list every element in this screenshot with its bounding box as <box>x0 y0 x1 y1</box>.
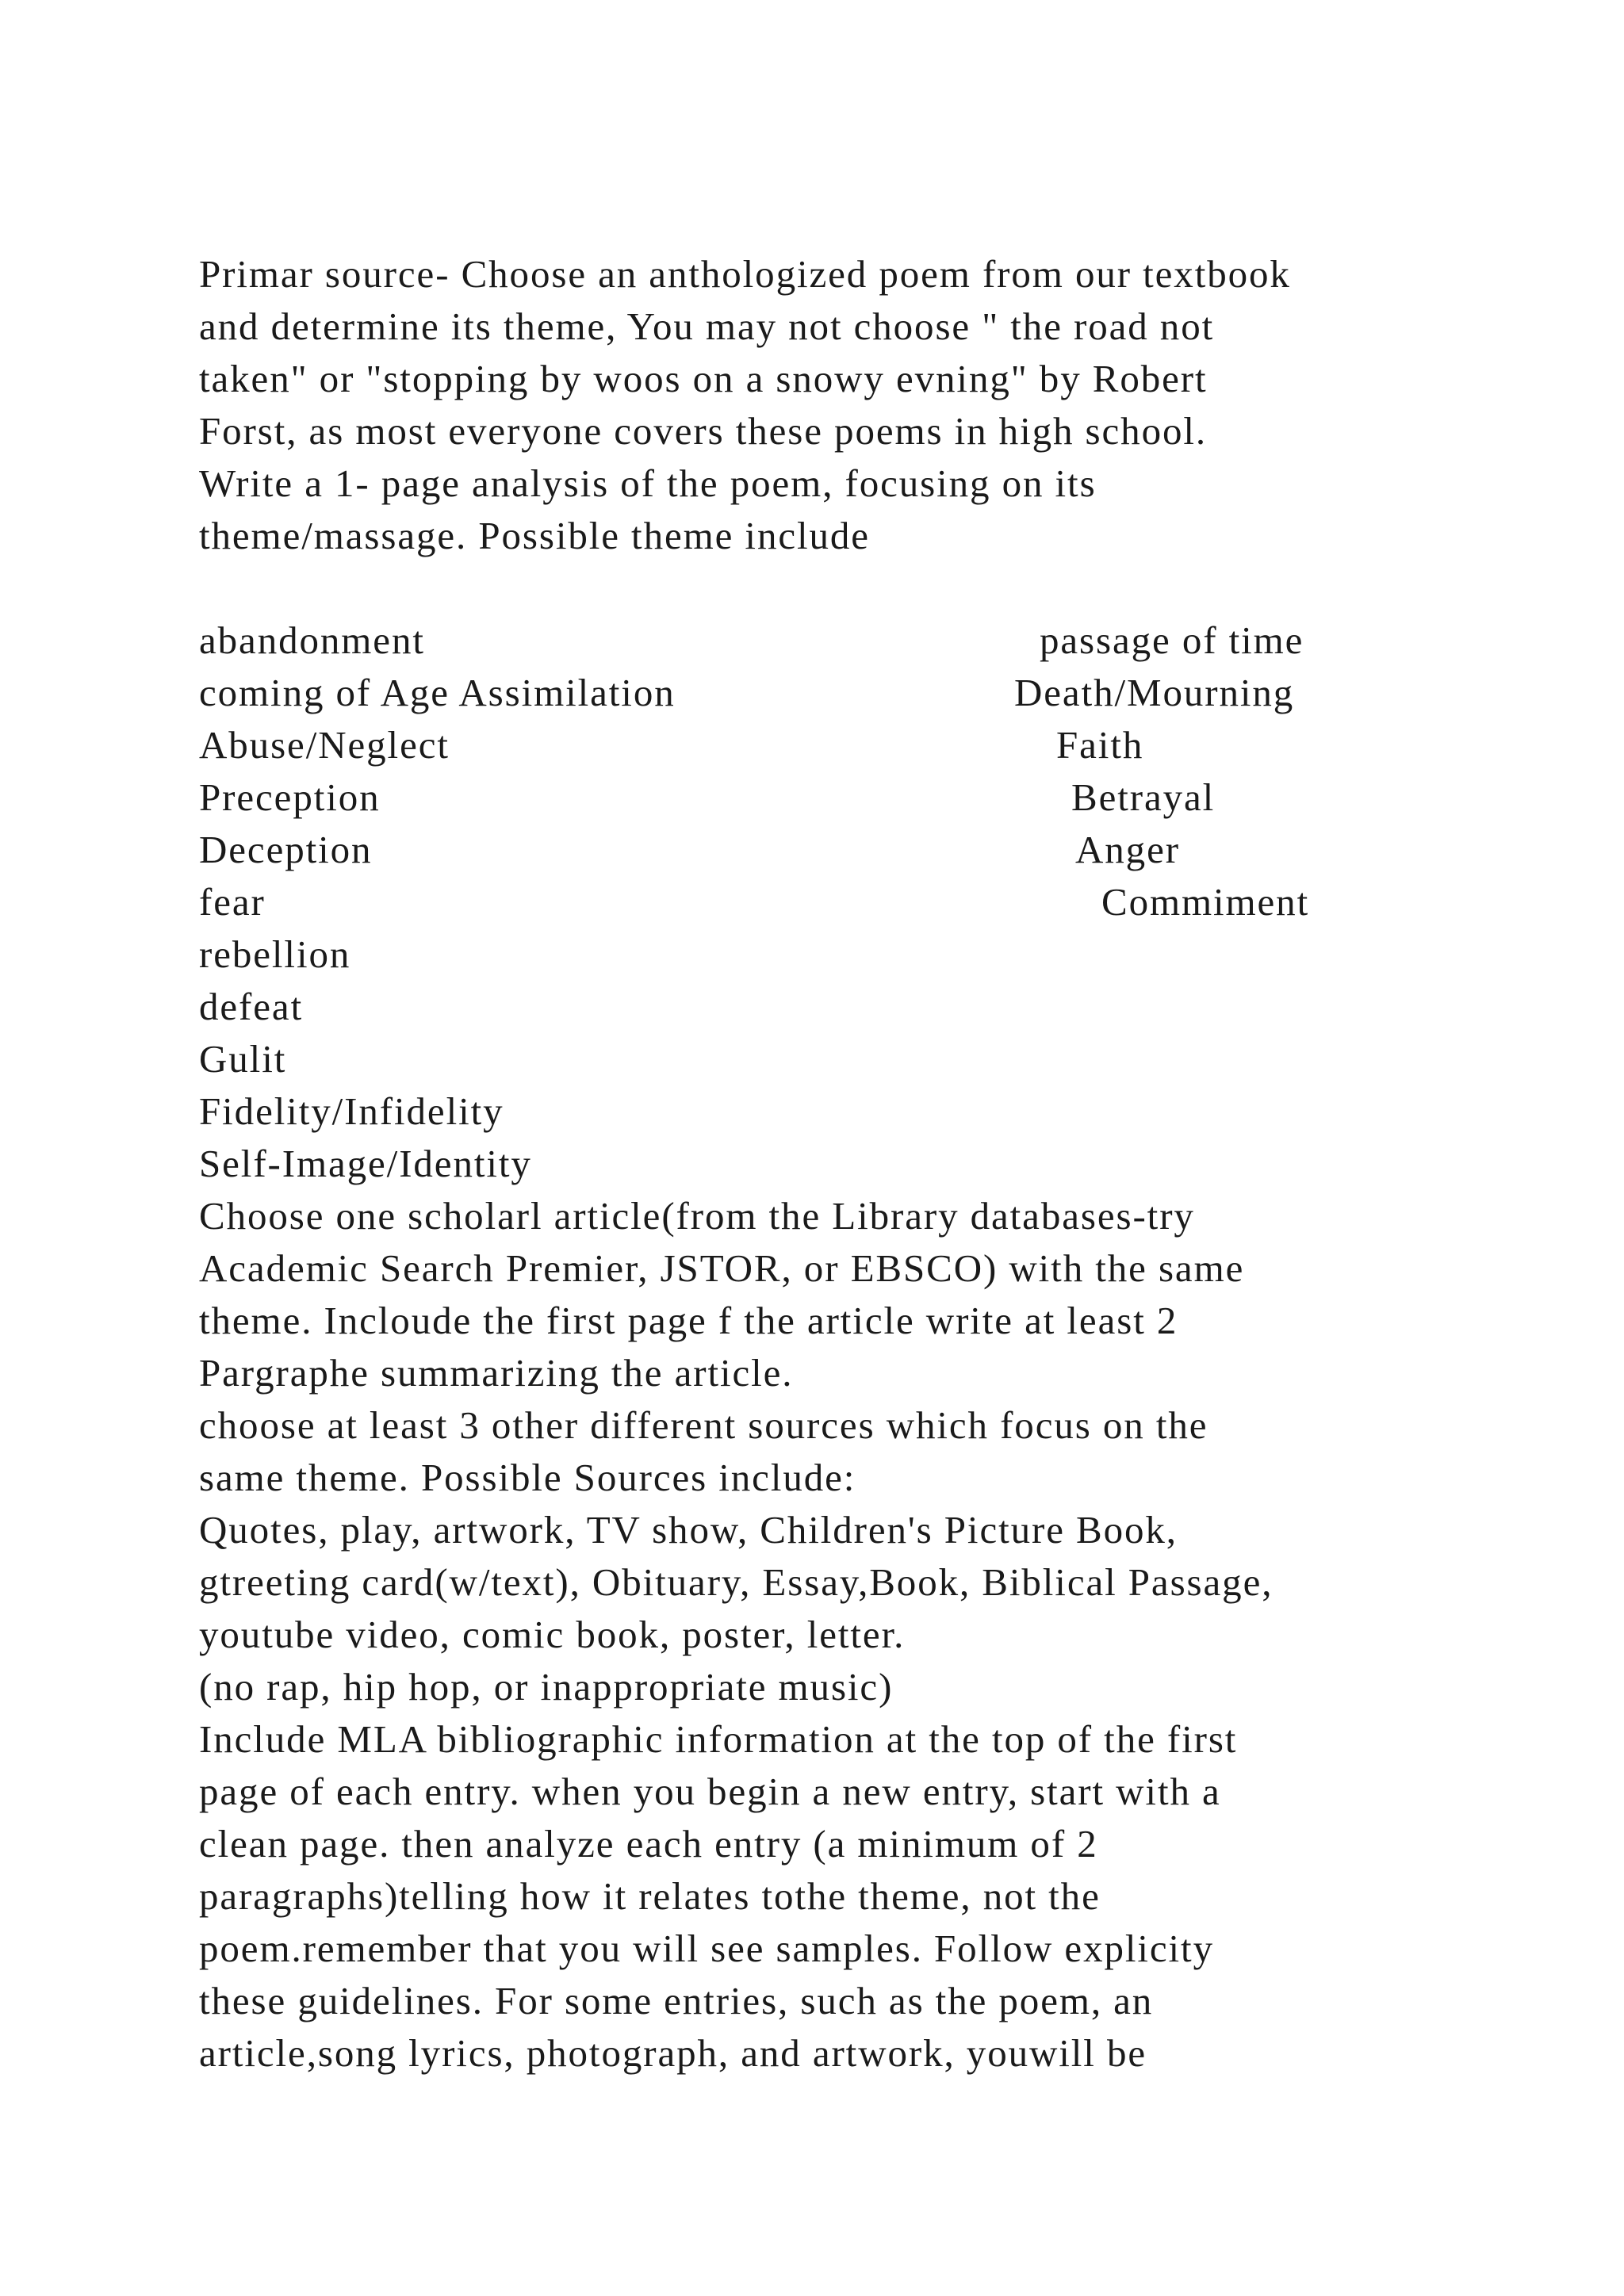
body-line: poem.remember that you will see samples. Follow explicity <box>199 1927 1214 1970</box>
theme-left: fear <box>199 880 266 924</box>
theme-row <box>199 667 1484 719</box>
theme-left: Abuse/Neglect <box>199 723 450 767</box>
theme-left: coming of Age Assimilation <box>199 671 676 714</box>
theme-right: Anger <box>1075 828 1180 871</box>
intro-line: Write a 1- page analysis of the poem, focusing on its <box>199 461 1097 505</box>
body-line: youtube video, comic book, poster, letter. <box>199 1613 906 1656</box>
theme-row <box>199 1085 1484 1138</box>
intro-line: theme/massage. Possible theme include <box>199 514 870 557</box>
theme-left: Fidelity/Infidelity <box>199 1089 504 1133</box>
body-line: article,song lyrics, photograph, and artwork, youwill be <box>199 2031 1147 2075</box>
theme-right: Faith <box>1056 723 1144 767</box>
body-line: paragraphs)telling how it relates tothe theme, not the <box>199 1874 1101 1918</box>
theme-left: rebellion <box>199 932 351 976</box>
theme-row <box>199 824 1484 876</box>
intro-line: Primar source- Choose an anthologized poem from our textbook <box>199 252 1291 296</box>
body-line: these guidelines. For some entries, such as the poem, an <box>199 1979 1154 2022</box>
body-line: (no rap, hip hop, or inappropriate music) <box>199 1665 894 1709</box>
body-line: Include MLA bibliographic information at the top of the first <box>199 1717 1238 1761</box>
body-line: Pargraphe summarizing the article. <box>199 1351 794 1395</box>
theme-right: Betrayal <box>1071 775 1216 819</box>
intro-line: Forst, as most everyone covers these poems in high school. <box>199 409 1208 453</box>
theme-left: Self-Image/Identity <box>199 1142 532 1185</box>
body-line: Quotes, play, artwork, TV show, Children's Picture Book, <box>199 1508 1178 1552</box>
theme-right: Commiment <box>1101 880 1310 924</box>
theme-left: defeat <box>199 985 304 1028</box>
intro-line: taken" or "stopping by woos on a snowy evning" by Robert <box>199 357 1208 400</box>
theme-right: Death/Mourning <box>1014 671 1295 714</box>
body-line: same theme. Possible Sources include: <box>199 1456 856 1499</box>
paragraph-gap <box>199 562 1484 614</box>
theme-list <box>199 614 1484 1190</box>
intro-line: and determine its theme, You may not choose " the road not <box>199 304 1215 348</box>
theme-row <box>199 928 1484 981</box>
theme-row <box>199 719 1484 771</box>
theme-left: Gulit <box>199 1037 287 1081</box>
theme-left: abandonment <box>199 618 425 662</box>
body-line: gtreeting card(w/text), Obituary, Essay,Book, Biblical Passage, <box>199 1560 1274 1604</box>
theme-row <box>199 1033 1484 1085</box>
theme-left: Deception <box>199 828 373 871</box>
theme-right: passage of time <box>1040 618 1304 662</box>
body-line: Academic Search Premier, JSTOR, or EBSCO) with the same <box>199 1246 1245 1290</box>
body-line: choose at least 3 other different sources which focus on the <box>199 1403 1208 1447</box>
document-text <box>199 248 1484 2080</box>
body-line: Choose one scholarl article(from the Library databases-try <box>199 1194 1195 1238</box>
theme-row <box>199 614 1484 667</box>
theme-row <box>199 981 1484 1033</box>
theme-left: Preception <box>199 775 381 819</box>
body-line: clean page. then analyze each entry (a minimum of 2 <box>199 1822 1098 1866</box>
body-line: theme. Incloude the first page f the article write at least 2 <box>199 1299 1178 1342</box>
theme-row <box>199 876 1484 928</box>
body-line: page of each entry. when you begin a new entry, start with a <box>199 1770 1221 1813</box>
theme-row <box>199 771 1484 824</box>
theme-row <box>199 1138 1484 1190</box>
